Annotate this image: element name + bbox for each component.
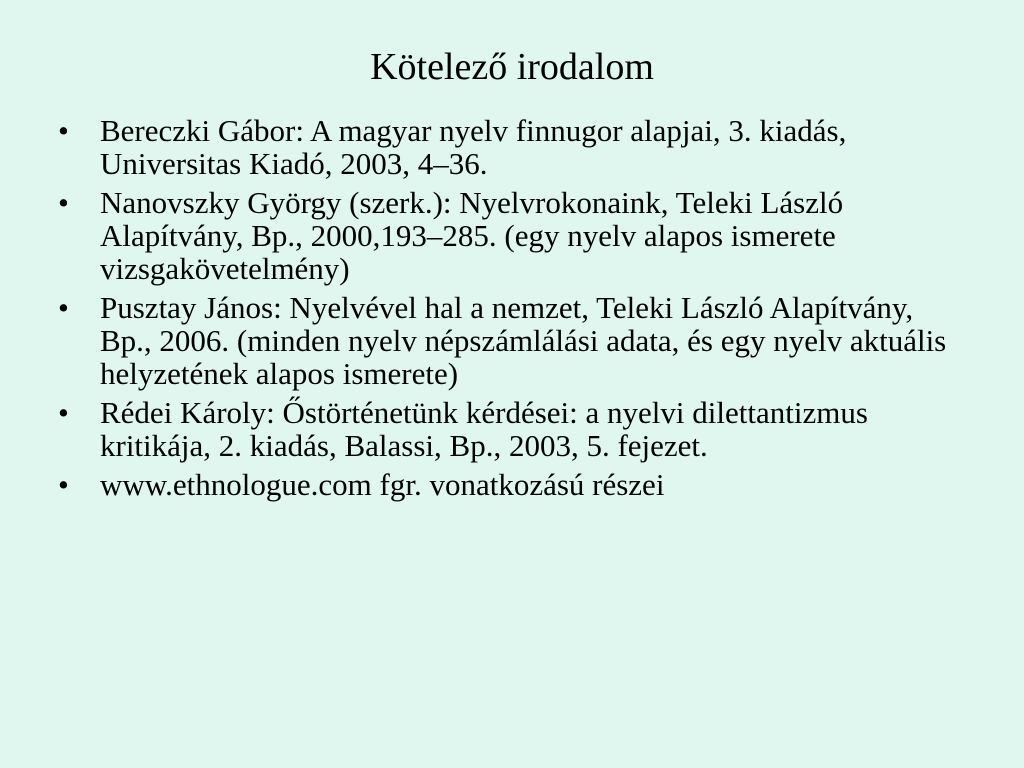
bullet-icon: •: [58, 185, 69, 220]
slide-title: Kötelező irodalom: [370, 46, 654, 88]
list-item-text: www.ethnologue.com fgr. vonatkozású részei: [100, 467, 665, 502]
list-item-text: Bereczki Gábor: A magyar nyelv finnugor alapjai, 3. kiadás, Universitas Kiadó, 2003, 4–36.: [100, 113, 847, 181]
bullet-icon: •: [58, 113, 69, 148]
list-item: [58, 468, 968, 501]
list-item: [58, 186, 968, 285]
list-item: [58, 396, 968, 462]
bullet-icon: •: [58, 467, 69, 502]
list-item: [58, 291, 968, 390]
list-item-text: Rédei Károly: Őstörténetünk kérdései: a nyelvi dilettantizmus kritikája, 2. kiadás, Balassi, Bp., 2003, 5. fejezet.: [100, 395, 868, 463]
bullet-icon: •: [58, 290, 69, 325]
list-item-text: Nanovszky György (szerk.): Nyelvrokonaink, Teleki László Alapítvány, Bp., 2000,193–285. (egy nyelv alapos ismerete vizsgakövetelmény): [100, 185, 844, 286]
list-item-text: Pusztay János: Nyelvével hal a nemzet, Teleki László Alapítvány, Bp., 2006. (minden nyelv népszámlálási adata, és egy nyelv aktuális helyzetének alapos ismerete): [100, 290, 947, 391]
reading-list: [58, 114, 968, 507]
bullet-icon: •: [58, 395, 69, 430]
list-item: [58, 114, 968, 180]
